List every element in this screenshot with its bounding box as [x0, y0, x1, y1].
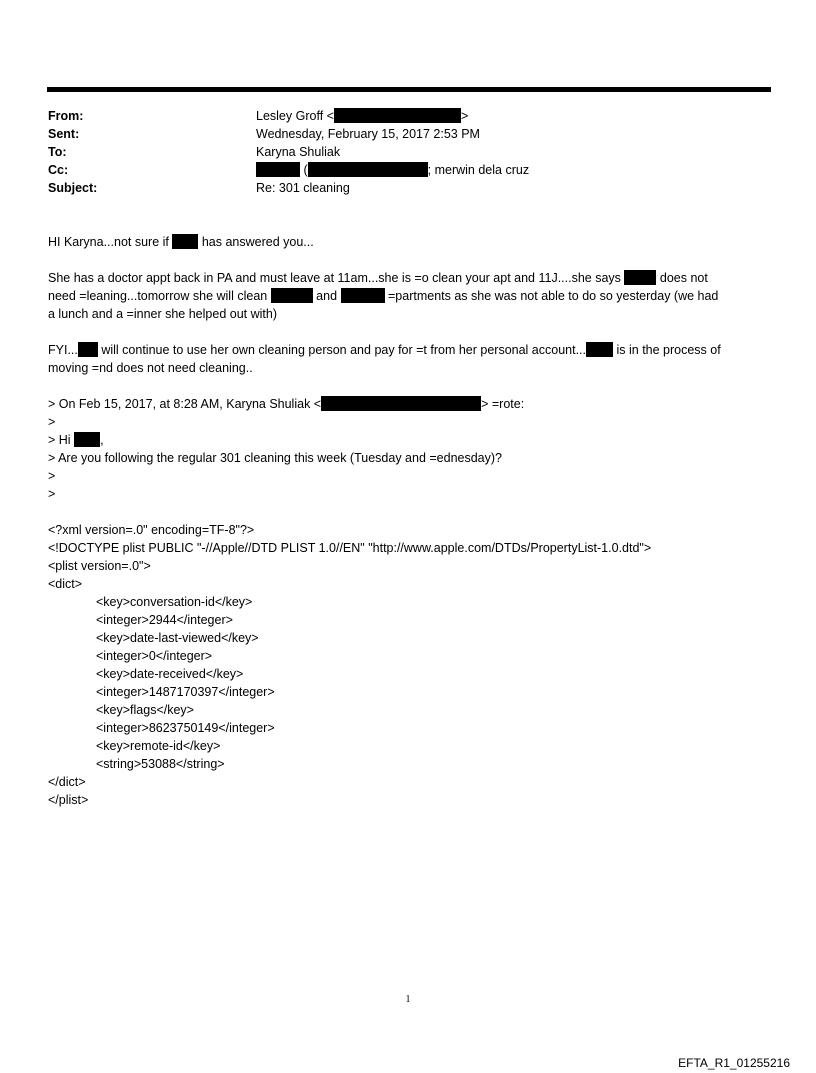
subject-label: Subject:: [48, 181, 98, 195]
to-label: To:: [48, 145, 67, 159]
to-row: [48, 143, 768, 161]
sent-label: Sent:: [48, 127, 80, 141]
redaction-box: [172, 234, 198, 249]
redaction-box: [321, 396, 481, 411]
sent-value: Wednesday, February 15, 2017 2:53 PM: [256, 127, 480, 141]
email-header: [48, 107, 768, 197]
page-number: 1: [405, 994, 411, 1005]
header-rule: [47, 87, 771, 92]
cc-value: ( ; merwin dela cruz: [256, 161, 529, 179]
from-value: Lesley Groff < >: [256, 109, 469, 123]
subject-value: Re: 301 cleaning: [256, 181, 350, 195]
redaction-box: [256, 162, 300, 177]
sent-row: [48, 125, 768, 143]
from-label: From:: [48, 109, 84, 123]
redaction-box: [624, 270, 656, 285]
redaction-box: [341, 288, 385, 303]
redaction-box: [74, 432, 100, 447]
body-paragraph: She has a doctor appt back in PA and must leave at 11am...she is =o clean your apt and 11J....she says does not need =leaning...tomorrow she will clean and =partments as she was not able to do so yesterday (we had a lunch and a =inner she helped out with): [48, 271, 719, 321]
plist-block: <?xml version=.0" encoding=TF-8"?> <!DOCTYPE plist PUBLIC "-//Apple//DTD PLIST 1.0//EN" "http://www.apple.com/DTDs/PropertyList-1.0.dtd"> <plist version=.0"> <dict> <key>conversation-id</key> <integer>2944</integer> <key>date-last-viewed</key> <integer>0</integer> <key>date-received</key> <integer>1487170397</integer> <key>flags</key> <integer>8623750149</integer> <key>remote-id</key> <string>53088</string> </dict> </plist>: [48, 523, 652, 807]
cc-row: [48, 161, 768, 179]
from-row: [48, 107, 768, 125]
to-value: Karyna Shuliak: [256, 145, 341, 159]
redaction-box: [308, 162, 428, 177]
redaction-box: [78, 342, 98, 357]
email-body: [48, 233, 773, 809]
quoted-message: > On Feb 15, 2017, at 8:28 AM, Karyna Shuliak < > =rote: > > Hi , > Are you following the regular 301 cleaning this week (Tuesday and =ednesday)? > >: [48, 397, 525, 501]
body-paragraph: FYI... will continue to use her own cleaning person and pay for =t from her personal account... is in the process of moving =nd does not need cleaning..: [48, 343, 721, 375]
subject-row: [48, 179, 768, 197]
redaction-box: [334, 108, 461, 123]
body-paragraph: HI Karyna...not sure if has answered you...: [48, 235, 314, 249]
cc-label: Cc:: [48, 163, 69, 177]
redaction-box: [271, 288, 313, 303]
document-id: EFTA_R1_01255216: [678, 1056, 790, 1070]
redaction-box: [586, 342, 613, 357]
